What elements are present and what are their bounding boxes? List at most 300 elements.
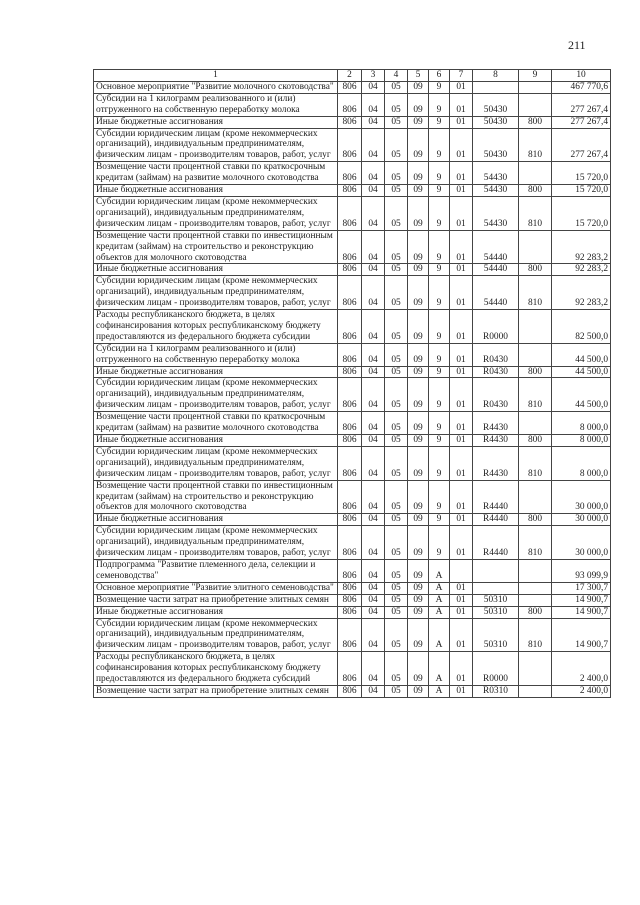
amount-cell: 30 000,0 [552,526,611,560]
gr-code-cell: 806 [338,526,362,560]
gr-code-cell: 806 [338,276,362,310]
measure-cell: 01 [450,276,473,310]
measure-cell: 01 [450,366,473,378]
program-cell: 09 [408,559,429,582]
section-cell: 04 [362,264,385,276]
row-name-cell: Иные бюджетные ассигнования [94,435,338,447]
program-cell: 09 [408,310,429,344]
program-cell: 09 [408,412,429,435]
subprogram-cell: 9 [429,264,450,276]
expense-type-cell [519,162,552,185]
program-cell: 09 [408,685,429,697]
expense-type-cell: 810 [519,446,552,480]
measure-cell: 01 [450,594,473,606]
subprogram-cell: 9 [429,412,450,435]
expense-type-cell [519,594,552,606]
subsection-cell: 05 [385,526,408,560]
direction-cell: R0430 [473,366,519,378]
column-header: 5 [408,70,429,82]
measure-cell: 01 [450,185,473,197]
program-cell: 09 [408,162,429,185]
subprogram-cell: 9 [429,116,450,128]
amount-cell: 92 283,2 [552,264,611,276]
subsection-cell: 05 [385,582,408,594]
expense-type-cell [519,310,552,344]
amount-cell: 15 720,0 [552,196,611,230]
measure-cell: 01 [450,81,473,93]
gr-code-cell: 806 [338,264,362,276]
amount-cell: 44 500,0 [552,366,611,378]
table-row [94,652,611,686]
section-cell: 04 [362,594,385,606]
table-row [94,378,611,412]
row-name-cell: Возмещение части затрат на приобретение элитных семян [94,685,338,697]
expense-type-cell: 810 [519,378,552,412]
program-cell: 09 [408,526,429,560]
direction-cell: R0310 [473,685,519,697]
section-cell: 04 [362,230,385,264]
table-row [94,81,611,93]
row-name-cell: Субсидии на 1 килограмм реализованного и (или) отгруженного на собственную переработку молока [94,93,338,116]
subprogram-cell: А [429,582,450,594]
row-name-cell: Субсидии юридическим лицам (кроме некоммерческих организаций), индивидуальным предпринимателям, физическим лицам - производителям товаров, работ, услуг [94,276,338,310]
table-row [94,196,611,230]
section-cell: 04 [362,618,385,652]
gr-code-cell: 806 [338,310,362,344]
expense-type-cell [519,412,552,435]
subsection-cell: 05 [385,606,408,618]
expense-type-cell [519,93,552,116]
direction-cell: 54440 [473,264,519,276]
table-row [94,185,611,197]
section-cell: 04 [362,81,385,93]
program-cell: 09 [408,93,429,116]
gr-code-cell: 806 [338,582,362,594]
table-row [94,128,611,162]
direction-cell: R4430 [473,412,519,435]
table-header-row [94,70,611,82]
program-cell: 09 [408,81,429,93]
gr-code-cell: 806 [338,366,362,378]
program-cell: 09 [408,264,429,276]
measure-cell: 01 [450,310,473,344]
measure-cell: 01 [450,412,473,435]
direction-cell: R0430 [473,378,519,412]
row-name-cell: Основное мероприятие "Развитие элитного семеноводства" [94,582,338,594]
subprogram-cell: 9 [429,526,450,560]
measure-cell: 01 [450,652,473,686]
amount-cell: 14 900,7 [552,618,611,652]
section-cell: 04 [362,412,385,435]
subsection-cell: 05 [385,343,408,366]
table-row [94,310,611,344]
gr-code-cell: 806 [338,606,362,618]
direction-cell: 50430 [473,128,519,162]
measure-cell: 01 [450,162,473,185]
row-name-cell: Основное мероприятие "Развитие молочного скотоводства" [94,81,338,93]
subsection-cell: 05 [385,196,408,230]
table-row [94,480,611,514]
expense-type-cell [519,685,552,697]
amount-cell: 277 267,4 [552,93,611,116]
section-cell: 04 [362,526,385,560]
subprogram-cell: А [429,685,450,697]
program-cell: 09 [408,276,429,310]
gr-code-cell: 806 [338,480,362,514]
gr-code-cell: 806 [338,435,362,447]
direction-cell: R0430 [473,343,519,366]
subprogram-cell: 9 [429,230,450,264]
direction-cell: R0000 [473,310,519,344]
section-cell: 04 [362,276,385,310]
measure-cell: 01 [450,685,473,697]
program-cell: 09 [408,594,429,606]
section-cell: 04 [362,514,385,526]
column-header: 6 [429,70,450,82]
direction-cell: R4430 [473,446,519,480]
measure-cell: 01 [450,343,473,366]
section-cell: 04 [362,652,385,686]
subsection-cell: 05 [385,128,408,162]
gr-code-cell: 806 [338,116,362,128]
program-cell: 09 [408,230,429,264]
measure-cell: 01 [450,435,473,447]
table-row [94,93,611,116]
gr-code-cell: 806 [338,594,362,606]
row-name-cell: Подпрограмма "Развитие племенного дела, селекции и семеноводства" [94,559,338,582]
section-cell: 04 [362,685,385,697]
subprogram-cell: 9 [429,162,450,185]
subsection-cell: 05 [385,446,408,480]
measure-cell: 01 [450,606,473,618]
row-name-cell: Иные бюджетные ассигнования [94,264,338,276]
direction-cell: 50310 [473,594,519,606]
gr-code-cell: 806 [338,196,362,230]
subprogram-cell: 9 [429,185,450,197]
column-header: 8 [473,70,519,82]
expense-type-cell [519,582,552,594]
gr-code-cell: 806 [338,162,362,185]
column-header: 1 [94,70,338,82]
subprogram-cell: А [429,606,450,618]
program-cell: 09 [408,378,429,412]
measure-cell: 01 [450,128,473,162]
subprogram-cell: 9 [429,378,450,412]
direction-cell [473,582,519,594]
gr-code-cell: 806 [338,185,362,197]
measure-cell: 01 [450,116,473,128]
subprogram-cell: 9 [429,276,450,310]
gr-code-cell: 806 [338,514,362,526]
program-cell: 09 [408,435,429,447]
measure-cell: 01 [450,618,473,652]
subsection-cell: 05 [385,162,408,185]
section-cell: 04 [362,378,385,412]
table-row [94,230,611,264]
subprogram-cell: 9 [429,343,450,366]
measure-cell: 01 [450,378,473,412]
direction-cell: 50310 [473,606,519,618]
amount-cell: 277 267,4 [552,128,611,162]
subprogram-cell: 9 [429,81,450,93]
measure-cell: 01 [450,196,473,230]
table-row [94,116,611,128]
table-row [94,366,611,378]
gr-code-cell: 806 [338,618,362,652]
subprogram-cell: 9 [429,366,450,378]
subsection-cell: 05 [385,652,408,686]
subprogram-cell: А [429,652,450,686]
program-cell: 09 [408,446,429,480]
gr-code-cell: 806 [338,446,362,480]
column-header: 10 [552,70,611,82]
amount-cell: 82 500,0 [552,310,611,344]
expense-type-cell: 810 [519,618,552,652]
section-cell: 04 [362,185,385,197]
expense-type-cell: 800 [519,435,552,447]
row-name-cell: Субсидии на 1 килограмм реализованного и (или) отгруженного на собственную переработку молока [94,343,338,366]
measure-cell: 01 [450,480,473,514]
direction-cell: 54430 [473,196,519,230]
subprogram-cell: 9 [429,514,450,526]
direction-cell: 50430 [473,116,519,128]
column-header: 3 [362,70,385,82]
subprogram-cell: 9 [429,480,450,514]
table-row [94,606,611,618]
subsection-cell: 05 [385,310,408,344]
subsection-cell: 05 [385,685,408,697]
row-name-cell: Иные бюджетные ассигнования [94,514,338,526]
program-cell: 09 [408,196,429,230]
amount-cell: 15 720,0 [552,185,611,197]
subprogram-cell: 9 [429,446,450,480]
row-name-cell: Возмещение части процентной ставки по инвестиционным кредитам (займам) на строительство и реконструкцию объектов для молочного скотоводства [94,230,338,264]
subsection-cell: 05 [385,435,408,447]
amount-cell: 30 000,0 [552,480,611,514]
table-row [94,446,611,480]
subprogram-cell: 9 [429,435,450,447]
row-name-cell: Возмещение части процентной ставки по краткосрочным кредитам (займам) на развитие молочного скотоводства [94,412,338,435]
row-name-cell: Иные бюджетные ассигнования [94,366,338,378]
row-name-cell: Иные бюджетные ассигнования [94,116,338,128]
subprogram-cell: А [429,618,450,652]
amount-cell: 8 000,0 [552,435,611,447]
table-row [94,526,611,560]
row-name-cell: Возмещение части процентной ставки по инвестиционным кредитам (займам) на строительство и реконструкцию объектов для молочного скотоводства [94,480,338,514]
row-name-cell: Расходы республиканского бюджета, в целях софинансирования которых республиканскому бюджету предоставляются из федерального бюджета субсидий [94,652,338,686]
subprogram-cell: 9 [429,128,450,162]
subsection-cell: 05 [385,480,408,514]
row-name-cell: Субсидии юридическим лицам (кроме некоммерческих организаций), индивидуальным предпринимателям, физическим лицам - производителям товаров, работ, услуг [94,618,338,652]
amount-cell: 14 900,7 [552,606,611,618]
program-cell: 09 [408,343,429,366]
column-header: 2 [338,70,362,82]
expense-type-cell: 810 [519,128,552,162]
amount-cell: 30 000,0 [552,514,611,526]
expense-type-cell [519,230,552,264]
gr-code-cell: 806 [338,652,362,686]
program-cell: 09 [408,618,429,652]
direction-cell: R0000 [473,652,519,686]
section-cell: 04 [362,128,385,162]
column-header: 9 [519,70,552,82]
measure-cell [450,559,473,582]
row-name-cell: Возмещение части затрат на приобретение элитных семян [94,594,338,606]
expense-type-cell: 810 [519,526,552,560]
gr-code-cell: 806 [338,685,362,697]
table-row [94,685,611,697]
measure-cell: 01 [450,446,473,480]
row-name-cell: Субсидии юридическим лицам (кроме некоммерческих организаций), индивидуальным предпринимателям, физическим лицам - производителям товаров, работ, услуг [94,526,338,560]
section-cell: 04 [362,582,385,594]
amount-cell: 467 770,6 [552,81,611,93]
table-row [94,618,611,652]
subsection-cell: 05 [385,264,408,276]
table-row [94,343,611,366]
subsection-cell: 05 [385,378,408,412]
subsection-cell: 05 [385,81,408,93]
section-cell: 04 [362,366,385,378]
gr-code-cell: 806 [338,230,362,264]
column-header: 4 [385,70,408,82]
direction-cell: 50310 [473,618,519,652]
program-cell: 09 [408,366,429,378]
amount-cell: 2 400,0 [552,685,611,697]
expense-type-cell: 810 [519,276,552,310]
section-cell: 04 [362,343,385,366]
subsection-cell: 05 [385,276,408,310]
amount-cell: 17 300,7 [552,582,611,594]
table-row [94,559,611,582]
direction-cell: 54430 [473,185,519,197]
amount-cell: 44 500,0 [552,378,611,412]
subsection-cell: 05 [385,594,408,606]
measure-cell: 01 [450,264,473,276]
expense-type-cell: 800 [519,116,552,128]
expense-type-cell: 800 [519,606,552,618]
direction-cell: 54440 [473,276,519,310]
program-cell: 09 [408,128,429,162]
direction-cell: R4440 [473,480,519,514]
amount-cell: 14 900,7 [552,594,611,606]
amount-cell: 2 400,0 [552,652,611,686]
gr-code-cell: 806 [338,412,362,435]
gr-code-cell: 806 [338,559,362,582]
section-cell: 04 [362,480,385,514]
subprogram-cell: 9 [429,196,450,230]
amount-cell: 8 000,0 [552,412,611,435]
table-row [94,594,611,606]
program-cell: 09 [408,480,429,514]
row-name-cell: Субсидии юридическим лицам (кроме некоммерческих организаций), индивидуальным предпринимателям, физическим лицам - производителям товаров, работ, услуг [94,446,338,480]
gr-code-cell: 806 [338,378,362,412]
measure-cell: 01 [450,93,473,116]
subprogram-cell: А [429,594,450,606]
direction-cell: R4440 [473,514,519,526]
amount-cell: 93 099,9 [552,559,611,582]
page-number: 211 [568,38,586,52]
budget-table [93,69,611,698]
subsection-cell: 05 [385,514,408,526]
subsection-cell: 05 [385,618,408,652]
subprogram-cell: 9 [429,310,450,344]
measure-cell: 01 [450,230,473,264]
section-cell: 04 [362,606,385,618]
direction-cell: 50430 [473,93,519,116]
expense-type-cell [519,81,552,93]
subsection-cell: 05 [385,116,408,128]
row-name-cell: Субсидии юридическим лицам (кроме некоммерческих организаций), индивидуальным предпринимателям, физическим лицам - производителям товаров, работ, услуг [94,378,338,412]
row-name-cell: Субсидии юридическим лицам (кроме некоммерческих организаций), индивидуальным предпринимателям, физическим лицам - производителям товаров, работ, услуг [94,196,338,230]
subsection-cell: 05 [385,230,408,264]
program-cell: 09 [408,652,429,686]
row-name-cell: Иные бюджетные ассигнования [94,606,338,618]
section-cell: 04 [362,196,385,230]
expense-type-cell: 800 [519,264,552,276]
expense-type-cell [519,480,552,514]
expense-type-cell: 800 [519,185,552,197]
expense-type-cell: 800 [519,514,552,526]
amount-cell: 92 283,2 [552,276,611,310]
expense-type-cell: 800 [519,366,552,378]
expense-type-cell [519,343,552,366]
table-row [94,412,611,435]
table-row [94,162,611,185]
column-header: 7 [450,70,473,82]
row-name-cell: Субсидии юридическим лицам (кроме некоммерческих организаций), индивидуальным предпринимателям, физическим лицам - производителям товаров, работ, услуг [94,128,338,162]
table-row [94,514,611,526]
amount-cell: 44 500,0 [552,343,611,366]
direction-cell [473,81,519,93]
expense-type-cell [519,652,552,686]
gr-code-cell: 806 [338,128,362,162]
gr-code-cell: 806 [338,343,362,366]
subsection-cell: 05 [385,366,408,378]
measure-cell: 01 [450,526,473,560]
section-cell: 04 [362,310,385,344]
subsection-cell: 05 [385,93,408,116]
measure-cell: 01 [450,514,473,526]
row-name-cell: Возмещение части процентной ставки по краткосрочным кредитам (займам) на развитие молочного скотоводства [94,162,338,185]
subprogram-cell: А [429,559,450,582]
program-cell: 09 [408,582,429,594]
section-cell: 04 [362,116,385,128]
section-cell: 04 [362,446,385,480]
section-cell: 04 [362,162,385,185]
expense-type-cell: 810 [519,196,552,230]
table-row [94,435,611,447]
row-name-cell: Расходы республиканского бюджета, в целях софинансирования которых республиканскому бюджету предоставляются из федерального бюджета субсидии [94,310,338,344]
table-row [94,264,611,276]
section-cell: 04 [362,93,385,116]
section-cell: 04 [362,435,385,447]
program-cell: 09 [408,606,429,618]
row-name-cell: Иные бюджетные ассигнования [94,185,338,197]
gr-code-cell: 806 [338,81,362,93]
direction-cell: 54430 [473,162,519,185]
direction-cell: 54440 [473,230,519,264]
program-cell: 09 [408,116,429,128]
amount-cell: 15 720,0 [552,162,611,185]
subsection-cell: 05 [385,185,408,197]
subsection-cell: 05 [385,412,408,435]
direction-cell: R4430 [473,435,519,447]
subprogram-cell: 9 [429,93,450,116]
table-row [94,276,611,310]
direction-cell: R4440 [473,526,519,560]
section-cell: 04 [362,559,385,582]
table-body [94,81,611,697]
